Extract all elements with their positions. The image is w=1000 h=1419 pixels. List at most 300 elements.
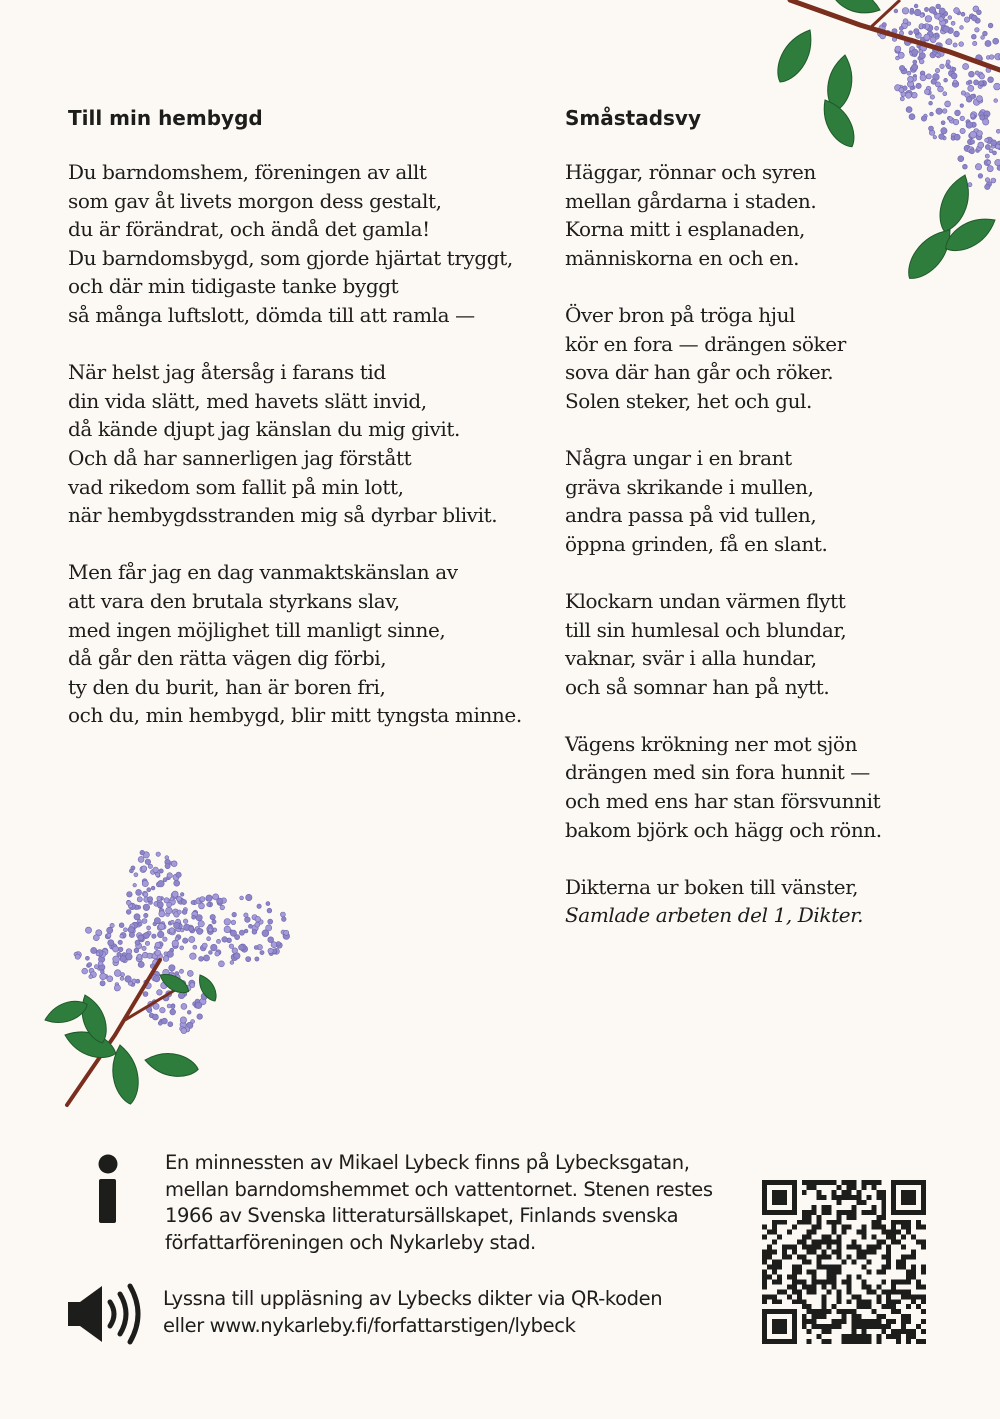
lilac-floret [179, 969, 183, 973]
lilac-floret [989, 55, 994, 60]
lilac-floret [946, 39, 952, 45]
lilac-floret [254, 946, 258, 950]
lilac-floret [931, 79, 936, 84]
lilac-floret [909, 114, 915, 120]
lilac-floret [985, 184, 990, 189]
lilac-floret [108, 940, 114, 946]
lilac-floret [930, 112, 934, 116]
lilac-floret [151, 886, 155, 890]
lilac-floret [125, 976, 132, 983]
lilac-floret [914, 9, 921, 16]
lilac-floret [183, 938, 188, 943]
lilac-floret [943, 26, 950, 33]
lilac-floret [154, 976, 160, 982]
poem-line: då kände djupt jag känslan du mig givit. [68, 417, 460, 442]
lilac-floret [970, 131, 977, 138]
lilac-floret [183, 919, 188, 924]
lilac-floret [929, 7, 936, 14]
lilac-floret [136, 979, 140, 983]
lilac-floret [906, 92, 912, 98]
lilac-floret [947, 65, 951, 69]
lilac-floret [163, 878, 167, 882]
lilac-floret [232, 948, 238, 954]
lilac-floret [968, 85, 974, 91]
info-icon [96, 1153, 120, 1225]
lilac-floret [167, 1004, 171, 1008]
lilac-floret [961, 91, 965, 95]
lilac-floret [268, 948, 273, 953]
leaf [900, 222, 960, 287]
lilac-floret [966, 122, 973, 129]
lilac-floret [175, 937, 179, 941]
lilac-floret [978, 174, 983, 179]
lilac-floret [969, 71, 975, 77]
lilac-floret [138, 922, 142, 926]
lilac-floret [209, 951, 213, 955]
lilac-floret [189, 926, 194, 931]
lilac-floret [171, 861, 177, 867]
lilac-floret [210, 914, 215, 919]
lilac-floret [935, 33, 939, 37]
stanza [68, 158, 538, 330]
stanza [565, 301, 905, 415]
lilac-floret [96, 952, 100, 956]
lilac-floret [991, 178, 996, 183]
lilac-floret [246, 894, 252, 900]
lilac-floret [910, 86, 914, 90]
lilac-floret [203, 955, 209, 961]
poem-line: vaknar, svär i alla hundar, [565, 646, 817, 671]
lilac-floret [924, 34, 930, 40]
lilac-floret [85, 956, 89, 960]
lilac-floret [983, 31, 988, 36]
poem-line: till sin humlesal och blundar, [565, 617, 847, 642]
lilac-floret [916, 83, 921, 88]
info-line: En minnessten av Mikael Lybeck finns på Lybecksgatan, [165, 1151, 690, 1174]
lilac-floret [993, 38, 999, 44]
lilac-floret [107, 927, 113, 933]
lilac-floret [114, 970, 121, 977]
lilac-floret [167, 951, 174, 958]
leaf [143, 1049, 200, 1080]
lilac-floret [217, 898, 223, 904]
lilac-floret [114, 985, 120, 991]
lilac-floret [935, 26, 939, 30]
lilac-floret [229, 944, 234, 949]
lilac-floret [912, 64, 918, 70]
lilac-floret [902, 8, 909, 15]
lilac-floret [168, 1022, 173, 1027]
lilac-floret [224, 926, 231, 933]
info-line: 1966 av Svenska litteratursällskapet, Finlands svenska [165, 1204, 679, 1227]
poem-line: När helst jag återsåg i farans tid [68, 360, 386, 385]
lilac-floret [181, 1003, 187, 1009]
lilac-floret [170, 1009, 176, 1015]
lilac-floret [180, 946, 184, 950]
lilac-floret [974, 80, 979, 85]
lilac-floret [190, 983, 195, 988]
poem-title: Småstadsvy [565, 106, 701, 130]
lilac-floret [970, 149, 975, 154]
lilac-floret [169, 965, 175, 971]
stanza [565, 444, 905, 558]
lilac-floret [960, 116, 965, 121]
lilac-floret [127, 901, 132, 906]
lilac-floret [211, 944, 218, 951]
poem-line: Och då har sannerligen jag förstått [68, 445, 412, 470]
lilac-floret [244, 913, 248, 917]
lilac-floret [941, 128, 947, 134]
poem-line: din vida slätt, med havets slätt invid, [68, 388, 427, 413]
lilac-floret [894, 9, 898, 13]
lilac-floret [922, 25, 926, 29]
lilac-floret [939, 8, 945, 14]
lilac-bottom-left-illustration [25, 835, 315, 1115]
poem-title: Till min hembygd [68, 106, 263, 130]
lilac-floret [187, 970, 193, 976]
lilac-floret [942, 109, 947, 114]
stanza [68, 558, 538, 730]
poem-line: Några ungar i en brant [565, 445, 792, 470]
lilac-floret [993, 151, 997, 155]
lilac-floret [82, 968, 88, 974]
lilac-floret [218, 961, 224, 967]
lilac-floret [126, 954, 133, 961]
lilac-floret [920, 75, 926, 81]
lilac-floret [181, 1028, 187, 1034]
lilac-floret [941, 121, 945, 125]
lilac-floret [284, 930, 289, 935]
poem-line: Vägens krökning ner mot sjön [565, 731, 858, 756]
lilac-floret [98, 961, 103, 966]
stanza [565, 587, 905, 701]
lilac-floret [145, 859, 151, 865]
lilac-floret [170, 897, 174, 901]
lilac-floret [924, 7, 928, 11]
poem-line: du är förändrat, och ändå det gamla! [68, 217, 430, 242]
lilac-floret [171, 1005, 175, 1009]
lilac-floret [107, 933, 111, 937]
info-text [165, 1150, 713, 1256]
lilac-floret [978, 142, 984, 148]
poem-line: bakom björk och hägg och rönn. [565, 817, 882, 842]
lilac-floret [899, 65, 904, 70]
lilac-floret [147, 888, 151, 892]
lilac-floret [158, 880, 165, 887]
lilac-floret [152, 934, 156, 938]
lilac-floret [971, 15, 977, 21]
lilac-floret [919, 59, 924, 64]
lilac-floret [148, 897, 153, 902]
lilac-floret [207, 937, 211, 941]
lilac-floret [190, 953, 197, 960]
lilac-floret [267, 908, 272, 913]
lilac-floret [169, 928, 175, 934]
lilac-floret [994, 83, 1000, 90]
lilac-floret [268, 937, 274, 943]
poem-line: Solen steker, het och gul. [565, 388, 813, 413]
lilac-floret [172, 940, 179, 947]
lilac-floret [155, 942, 161, 948]
lilac-floret [134, 914, 140, 920]
lilac-floret [129, 869, 133, 873]
lilac-floret [100, 981, 105, 986]
lilac-floret [206, 895, 212, 901]
lilac-floret [85, 927, 91, 933]
poem-line: människorna en och en. [565, 245, 800, 270]
lilac-floret [960, 26, 964, 30]
lilac-floret [944, 78, 948, 82]
lilac-floret [143, 992, 148, 997]
lilac-floret [280, 912, 285, 917]
lilac-floret [964, 17, 969, 22]
lilac-floret [989, 149, 993, 153]
stanza [565, 158, 905, 272]
lilac-floret [968, 183, 972, 187]
lilac-floret [127, 892, 133, 898]
lilac-floret [75, 954, 80, 959]
lilac-floret [126, 910, 131, 915]
lilac-floret [953, 80, 957, 84]
lilac-floret [970, 140, 974, 144]
lilac-floret [231, 920, 236, 925]
poem-line: mellan gårdarna i staden. [565, 188, 817, 213]
lilac-floret [137, 897, 142, 902]
lilac-floret [165, 856, 169, 860]
lilac-floret [945, 101, 951, 107]
lilac-floret [951, 21, 955, 25]
lilac-floret [133, 883, 137, 887]
lilac-floret [157, 990, 163, 996]
lilac-floret [147, 953, 152, 958]
lilac-floret [960, 104, 964, 108]
poem-line: andra passa på vid tullen, [565, 503, 817, 528]
source-book-title: Samlade arbeten del 1, Dikter. [565, 903, 864, 928]
lilac-floret [91, 947, 97, 953]
lilac-floret [939, 17, 944, 22]
lilac-floret [954, 134, 960, 140]
lilac-floret [167, 902, 172, 907]
lilac-floret [968, 80, 972, 84]
lilac-floret [94, 965, 98, 969]
lilac-floret [107, 976, 113, 982]
lilac-floret [176, 872, 181, 877]
lilac-floret [948, 16, 952, 20]
lilac-floret [939, 134, 945, 140]
lilac-floret [900, 97, 904, 101]
lilac-floret [202, 943, 207, 948]
lilac-floret [949, 117, 953, 121]
lilac-floret [200, 897, 205, 902]
audio-text [163, 1286, 662, 1339]
lilac-floret [899, 88, 904, 93]
lilac-floret [198, 921, 204, 927]
lilac-floret [147, 926, 151, 930]
lilac-floret [157, 931, 164, 938]
lilac-floret [954, 31, 960, 37]
lilac-floret [157, 896, 161, 900]
poem-line: Du barndomshem, föreningen av allt [68, 160, 427, 184]
lilac-floret [239, 945, 245, 951]
lilac-floret [908, 76, 914, 82]
poem-line: när hembygdsstranden mig så dyrbar blivit. [68, 503, 498, 528]
lilac-floret [919, 50, 923, 54]
poem-line: Över bron på tröga hjul [565, 302, 796, 327]
info-line: mellan barndomshemmet och vattentornet. Stenen restes [165, 1177, 713, 1201]
lilac-floret [123, 928, 127, 932]
lilac-floret [136, 889, 142, 895]
lilac-floret [189, 936, 195, 942]
lilac-floret [88, 963, 92, 967]
lilac-floret [985, 144, 990, 149]
lilac-floret [926, 74, 931, 79]
lilac-floret [120, 977, 124, 981]
lilac-floret [954, 8, 960, 14]
lilac-floret [215, 952, 220, 957]
lilac-floret [988, 77, 994, 83]
lilac-floret [171, 920, 175, 924]
lilac-floret [987, 166, 993, 172]
poem-line: öppna grinden, få en slant. [565, 531, 828, 556]
lilac-floret [193, 945, 197, 949]
lilac-floret [207, 903, 211, 907]
lilac-floret [224, 919, 231, 926]
lilac-floret [973, 41, 977, 45]
lilac-floret [165, 864, 170, 869]
lilac-floret [975, 164, 981, 170]
lilac-floret [174, 922, 180, 928]
lilac-floret [991, 140, 997, 146]
lilac-floret [987, 160, 991, 164]
lilac-floret [933, 135, 937, 139]
info-line: författarföreningen och Nykarleby stad. [165, 1230, 536, 1254]
lilac-floret [906, 107, 912, 113]
poem-till-min-hembygd [68, 104, 538, 758]
poem-line: Men får jag en dag vanmaktskänslan av [68, 560, 458, 585]
lilac-floret [940, 64, 945, 69]
lilac-floret [134, 873, 138, 877]
qr-code[interactable] [762, 1180, 926, 1344]
poem-line: och där min tidigaste tanke byggt [68, 274, 399, 299]
lilac-floret [181, 899, 186, 904]
lilac-floret [138, 961, 144, 967]
lilac-floret [971, 114, 975, 118]
lilac-floret [128, 927, 134, 933]
lilac-floret [985, 40, 991, 46]
poem-line: ty den du burit, han är boren fri, [68, 674, 386, 699]
lilac-floret [983, 119, 989, 125]
poem-line: och med ens har stan försvunnit [565, 789, 881, 814]
lilac-floret [129, 932, 134, 937]
lilac-floret [255, 957, 259, 961]
lilac-floret [89, 975, 93, 979]
lilac-floret [961, 12, 965, 16]
lilac-floret [996, 129, 1000, 133]
source-note [565, 873, 905, 930]
lilac-floret [938, 86, 944, 92]
lilac-floret [232, 912, 237, 917]
stanza [68, 358, 538, 530]
poem-line: och så somnar han på nytt. [565, 674, 830, 699]
lilac-floret [255, 922, 260, 927]
lilac-floret [907, 22, 911, 26]
lilac-floret [144, 932, 150, 938]
lilac-floret [963, 63, 969, 69]
lilac-floret [138, 935, 144, 941]
lilac-floret [163, 937, 167, 941]
lilac-floret [907, 71, 911, 75]
lilac-floret [180, 893, 184, 897]
lilac-floret [975, 71, 979, 75]
stanza [565, 730, 905, 844]
lilac-floret [929, 126, 934, 131]
source-line: Dikterna ur boken till vänster, [565, 874, 859, 899]
lilac-floret [896, 56, 900, 60]
lilac-floret [138, 856, 144, 862]
lilac-floret [936, 108, 942, 114]
lilac-floret [197, 928, 203, 934]
lilac-floret [266, 902, 270, 906]
lilac-floret [155, 950, 161, 956]
lilac-floret [953, 119, 959, 125]
lilac-floret [118, 947, 123, 952]
lilac-floret [100, 973, 107, 980]
lilac-floret [262, 930, 269, 937]
lilac-floret [158, 923, 164, 929]
lilac-floret [959, 42, 964, 47]
lilac-floret [936, 4, 941, 9]
lilac-floret [912, 49, 918, 55]
lilac-floret [120, 934, 124, 938]
lilac-floret [975, 28, 980, 33]
lilac-floret [895, 46, 901, 52]
lilac-floret [199, 903, 205, 909]
lilac-floret [208, 928, 212, 932]
lilac-floret [156, 852, 160, 856]
lilac-floret [145, 941, 149, 945]
lilac-floret [899, 26, 903, 30]
lilac-floret [276, 942, 280, 946]
lilac-floret [166, 907, 173, 914]
lilac-floret [113, 956, 120, 963]
lilac-floret [953, 43, 957, 47]
leaves [42, 969, 220, 1106]
lilac-floret [118, 940, 122, 944]
lilac-floret [157, 902, 163, 908]
lilac-floret [144, 913, 148, 917]
lilac-floret [909, 31, 913, 35]
leaf [769, 24, 820, 88]
lilac-floret [141, 866, 147, 872]
poem-line: som gav åt livets morgon dess gestalt, [68, 188, 442, 213]
lilac-floret [245, 917, 251, 923]
lilac-floret [952, 67, 956, 71]
lilac-floret [910, 8, 914, 12]
lilac-floret [268, 919, 273, 924]
lilac-floret [977, 131, 983, 137]
lilac-floret [199, 956, 204, 961]
lilac-floret [195, 1002, 201, 1008]
lilac-floret [167, 873, 172, 878]
lilac-floret [172, 891, 178, 897]
lilac-blossoms [74, 850, 290, 1033]
lilac-floret [924, 89, 929, 94]
lilac-floret [143, 904, 150, 911]
audio-line: Lyssna till uppläsning av Lybecks dikter via QR-koden [163, 1287, 663, 1310]
lilac-floret [995, 159, 1000, 165]
lilac-floret [182, 910, 187, 915]
lilac-floret [212, 920, 216, 924]
